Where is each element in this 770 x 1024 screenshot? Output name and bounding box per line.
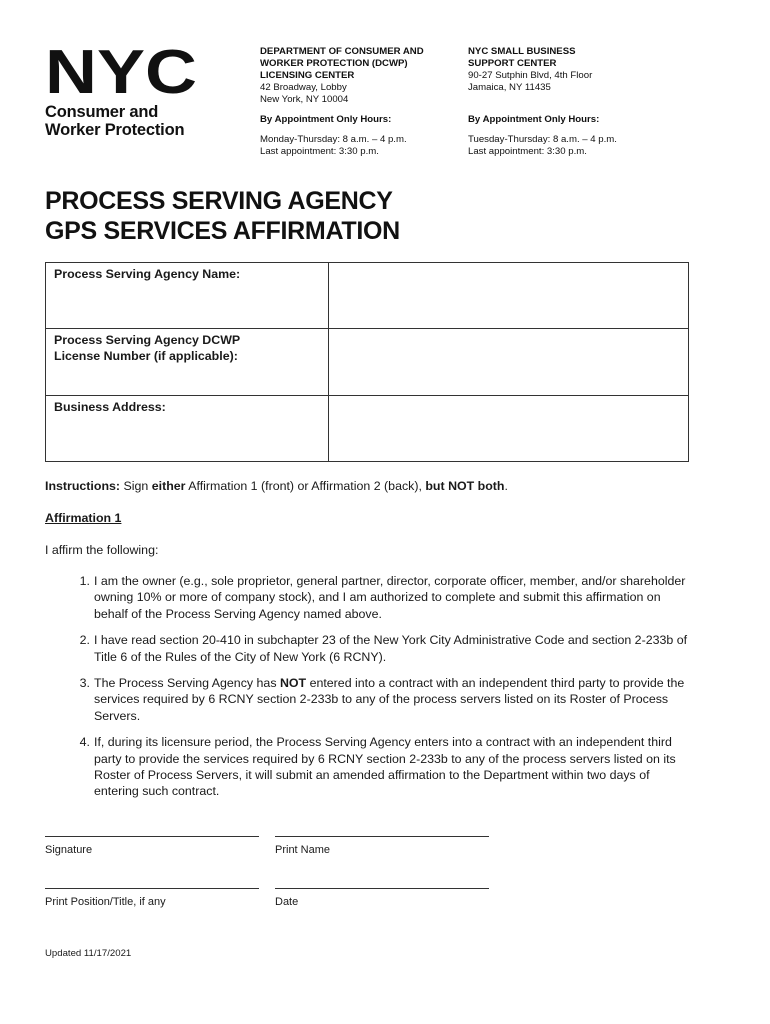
- date-field[interactable]: [275, 888, 489, 909]
- item-number: 4.: [79, 735, 90, 750]
- print-name-field[interactable]: [275, 836, 489, 857]
- item-number: 2.: [79, 633, 90, 648]
- license-label-line-2: License Number (if applicable):: [54, 349, 238, 363]
- office-hours-label: By Appointment Only Hours:: [468, 114, 600, 125]
- item-text-emphasis: NOT: [279, 676, 307, 691]
- office-address-line: 90-27 Sutphin Blvd, 4th Floor: [468, 70, 593, 81]
- office-hours-label: By Appointment Only Hours:: [260, 114, 392, 125]
- item-number: 1.: [79, 574, 90, 588]
- item-text: I am the owner (e.g., sole proprietor, general partner, director, corporate officer, member, and/or shareholder owning 10% or more of company stock), and I am authorized to complete and submit this affirmation on behalf of the Process Serving Agency named above.: [94, 574, 686, 621]
- license-number-label: [46, 329, 329, 396]
- office-name-line: SUPPORT CENTER: [468, 58, 557, 69]
- agency-name-field[interactable]: [328, 263, 688, 329]
- affirmation-lead: I affirm the following:: [45, 543, 159, 557]
- item-number: 3.: [79, 676, 90, 691]
- office-small-business-center: [468, 46, 668, 158]
- date-line: [275, 888, 489, 889]
- office-name-line: NYC SMALL BUSINESS: [468, 46, 576, 57]
- position-title-line: [45, 888, 259, 889]
- agency-info-table: [45, 262, 689, 462]
- office-hours: [260, 134, 455, 158]
- office-hours: [468, 134, 668, 158]
- item-text-part: The Process Serving Agency has: [94, 676, 280, 691]
- table-row: [46, 329, 689, 396]
- position-title-label: Print Position/Title, if any: [45, 896, 166, 908]
- print-name-label: Print Name: [275, 844, 331, 856]
- instructions-not-both: but NOT both: [425, 479, 505, 493]
- signature-label: Signature: [45, 844, 93, 856]
- office-name-line: LICENSING CENTER: [260, 70, 355, 81]
- office-licensing-center: [260, 46, 455, 158]
- instructions: [45, 478, 508, 494]
- license-label-line-1: Process Serving Agency DCWP: [54, 333, 241, 347]
- affirmation-heading: Affirmation 1: [45, 511, 122, 525]
- office-name-line: DEPARTMENT OF CONSUMER AND: [260, 46, 424, 57]
- list-item: [45, 734, 695, 800]
- office-address-line: 42 Broadway, Lobby: [260, 82, 347, 93]
- logo-agency-name: [45, 103, 205, 139]
- nyc-dcwp-logo: [45, 47, 205, 139]
- license-number-field[interactable]: [328, 329, 688, 396]
- business-address-label: Business Address:: [46, 396, 329, 462]
- office-address-line: New York, NY 10004: [260, 94, 349, 105]
- list-item: [45, 573, 695, 622]
- office-hours-line: Monday-Thursday: 8 a.m. – 4 p.m.: [260, 134, 407, 145]
- instructions-text: .: [504, 479, 508, 493]
- office-hours-line: Last appointment: 3:30 p.m.: [468, 146, 587, 157]
- instructions-text: Affirmation 1 (front) or Affirmation 2 (back),: [185, 479, 426, 493]
- table-row: [46, 263, 689, 329]
- print-name-line: [275, 836, 489, 837]
- item-text-part: entered into a contract with an independent third party to provide the services required by 6 RCNY section 2-233b to any of the process servers listed on its Roster of Process Servers.: [94, 676, 685, 723]
- office-address-line: Jamaica, NY 11435: [468, 82, 551, 93]
- page-title: [45, 186, 400, 246]
- item-text: I have read section 20-410 in subchapter 23 of the New York City Administrative Code and section 2-233b of Title 6 of the Rules of the City of New York (6 RCNY).: [94, 633, 688, 664]
- affirmation-list: [45, 573, 695, 810]
- list-item: [45, 675, 695, 724]
- logo-line-1: Consumer and: [45, 103, 159, 121]
- nyc-wordmark-text: NYC: [45, 47, 197, 97]
- list-item: [45, 632, 695, 665]
- item-text: [94, 675, 694, 724]
- position-title-field[interactable]: [45, 888, 259, 909]
- updated-date: Updated 11/17/2021: [45, 948, 132, 959]
- date-label: Date: [275, 896, 299, 908]
- office-name-line: WORKER PROTECTION (DCWP): [260, 58, 408, 69]
- agency-name-label: Process Serving Agency Name:: [46, 263, 329, 329]
- instructions-prefix: Instructions:: [45, 479, 121, 493]
- instructions-either: either: [151, 479, 186, 493]
- business-address-field[interactable]: [328, 396, 688, 462]
- title-line-1: PROCESS SERVING AGENCY: [45, 187, 393, 215]
- item-text: If, during its licensure period, the Process Serving Agency enters into a contract with an independent third party to provide the services required by 6 RCNY section 2-233b to any of the process servers listed on its Roster of Process Servers, it will submit an amended affirmation to the Department within two days of entering such contract.: [94, 735, 676, 799]
- logo-line-2: Worker Protection: [45, 121, 185, 139]
- office-hours-line: Tuesday-Thursday: 8 a.m. – 4 p.m.: [468, 134, 617, 145]
- office-hours-line: Last appointment: 3:30 p.m.: [260, 146, 379, 157]
- instructions-text: Sign: [120, 479, 152, 493]
- title-line-2: GPS SERVICES AFFIRMATION: [45, 217, 400, 245]
- table-row: [46, 396, 689, 462]
- signature-field[interactable]: [45, 836, 259, 857]
- nyc-wordmark: [45, 47, 200, 97]
- signature-line: [45, 836, 259, 837]
